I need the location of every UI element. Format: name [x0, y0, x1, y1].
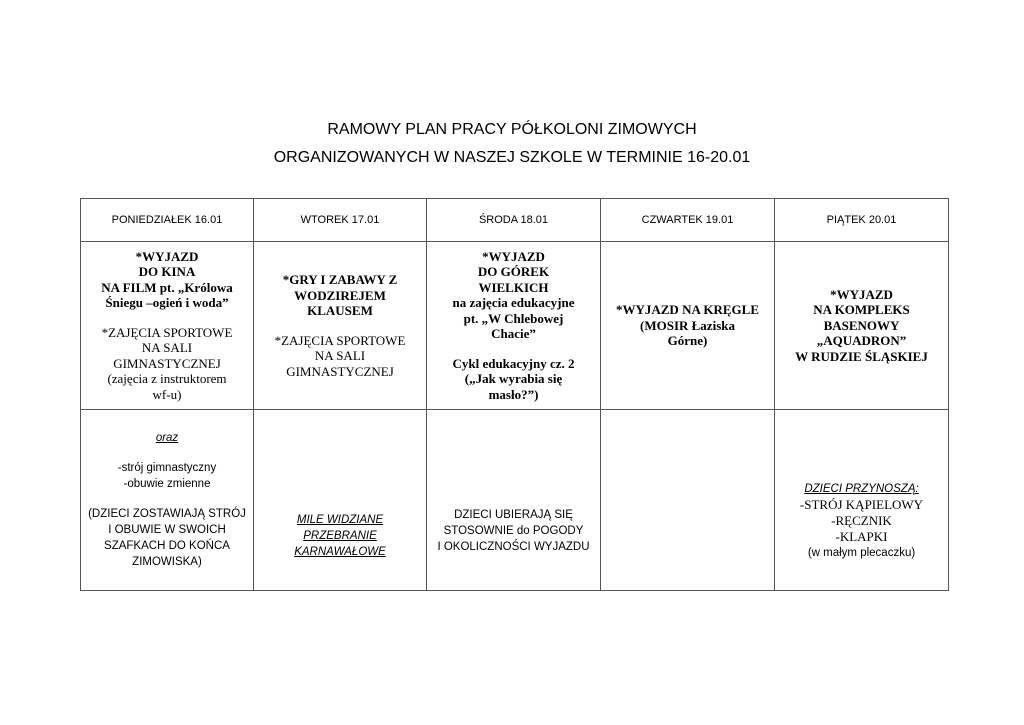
activity-line: Cykl edukacyjny cz. 2 [452, 355, 575, 371]
activity-line: *ZAJĘCIA SPORTOWE [274, 332, 406, 348]
activity-wednesday [427, 242, 601, 410]
notes-line: I OKOLICZNOŚCI WYJAZDU [437, 541, 590, 553]
notes-label: DZIECI PRZYNOSZĄ: [804, 483, 919, 495]
header-thursday: CZWARTEK 19.01 [601, 199, 775, 242]
activity-line: masło?”) [488, 386, 539, 402]
notes-line: -STRÓJ KĄPIELOWY [799, 497, 924, 512]
activity-line: na zajęcia edukacyjne [452, 295, 575, 311]
notes-line: -strój gimnastyczny [117, 462, 217, 474]
notes-wednesday [427, 410, 601, 591]
activity-line: Chacie” [491, 326, 536, 342]
notes-line: ZIMOWISKA) [132, 556, 202, 568]
activity-line: WIELKICH [478, 279, 549, 295]
notes-line: -KLAPKI [835, 529, 888, 544]
activity-line: Śniegu –ogień i woda” [105, 295, 229, 311]
notes-line: -RĘCZNIK [831, 513, 892, 528]
schedule-table [80, 198, 949, 591]
activity-monday [81, 242, 254, 410]
activity-line: (zajęcia z instruktorem [107, 371, 227, 387]
activity-line: DO GÓREK [477, 264, 550, 280]
activity-friday [775, 242, 949, 410]
activity-line: NA SALI [314, 348, 366, 363]
activity-line: KLAUSEM [307, 303, 373, 318]
notes-line: MILE WIDZIANE PRZEBRANIE [296, 514, 384, 542]
activity-thursday [601, 242, 775, 410]
activity-line: *WYJAZD [830, 286, 893, 302]
header-tuesday: WTOREK 17.01 [254, 199, 427, 242]
activity-line: BASENOWY [823, 317, 900, 333]
activity-line: („Jak wyrabia się [464, 371, 563, 387]
activity-tuesday [254, 242, 427, 410]
activity-line: Górne) [667, 333, 708, 349]
notes-line: KARNAWAŁOWE [294, 546, 386, 558]
activities-row [81, 242, 949, 410]
notes-friday [775, 410, 949, 591]
activity-line: WODZIREJEM [294, 287, 386, 303]
notes-monday [81, 410, 254, 591]
notes-line: -obuwie zmienne [123, 478, 211, 490]
page-title-line-2: ORGANIZOWANYCH W NASZEJ SZKOLE W TERMINIE 16-20.01 [273, 149, 751, 166]
header-monday: PONIEDZIAŁEK 16.01 [81, 199, 254, 242]
activity-line: „AQUADRON” [816, 333, 907, 349]
activity-line: *WYJAZD [482, 248, 545, 264]
activity-line: W RUDZIE ŚLĄSKIEJ [795, 348, 928, 364]
activity-line: wf-u) [152, 386, 182, 402]
header-friday: PIĄTEK 20.01 [775, 199, 949, 242]
notes-line: (w małym plecaczku) [807, 547, 916, 559]
activity-line: NA SALI [141, 340, 193, 356]
notes-thursday [601, 410, 775, 591]
activity-line: GIMNASTYCZNEJ [286, 363, 394, 379]
activity-line: *ZAJĘCIA SPORTOWE [101, 324, 233, 340]
page-title-line-1: RAMOWY PLAN PRACY PÓŁKOLONI ZIMOWYCH [327, 121, 697, 138]
activity-line: DO KINA [138, 264, 196, 280]
activity-line: NA FILM pt. „Królowa [101, 279, 233, 295]
activity-line: pt. „W Chlebowej [463, 310, 564, 326]
notes-line: SZAFKACH DO KOŃCA [104, 540, 230, 552]
header-wednesday: ŚRODA 18.01 [427, 199, 601, 242]
notes-line: I OBUWIE W SWOICH [108, 524, 226, 536]
activity-line: GIMNASTYCZNEJ [113, 355, 221, 371]
notes-tuesday [254, 410, 427, 591]
header-row [81, 199, 949, 242]
notes-line: STOSOWNIE do POGODY [443, 525, 584, 537]
activity-line: *GRY I ZABAWY Z [282, 272, 398, 287]
notes-label: oraz [155, 432, 179, 444]
activity-line: *WYJAZD NA KRĘGLE [615, 302, 760, 318]
notes-row [81, 410, 949, 591]
notes-line: DZIECI UBIERAJĄ SIĘ [454, 509, 573, 521]
activity-line: *WYJAZD [135, 248, 199, 264]
notes-line: (DZIECI ZOSTAWIAJĄ STRÓJ [88, 508, 246, 520]
activity-line: NA KOMPLEKS [813, 302, 910, 318]
activity-line: (MOSIR Łaziska [640, 317, 735, 333]
